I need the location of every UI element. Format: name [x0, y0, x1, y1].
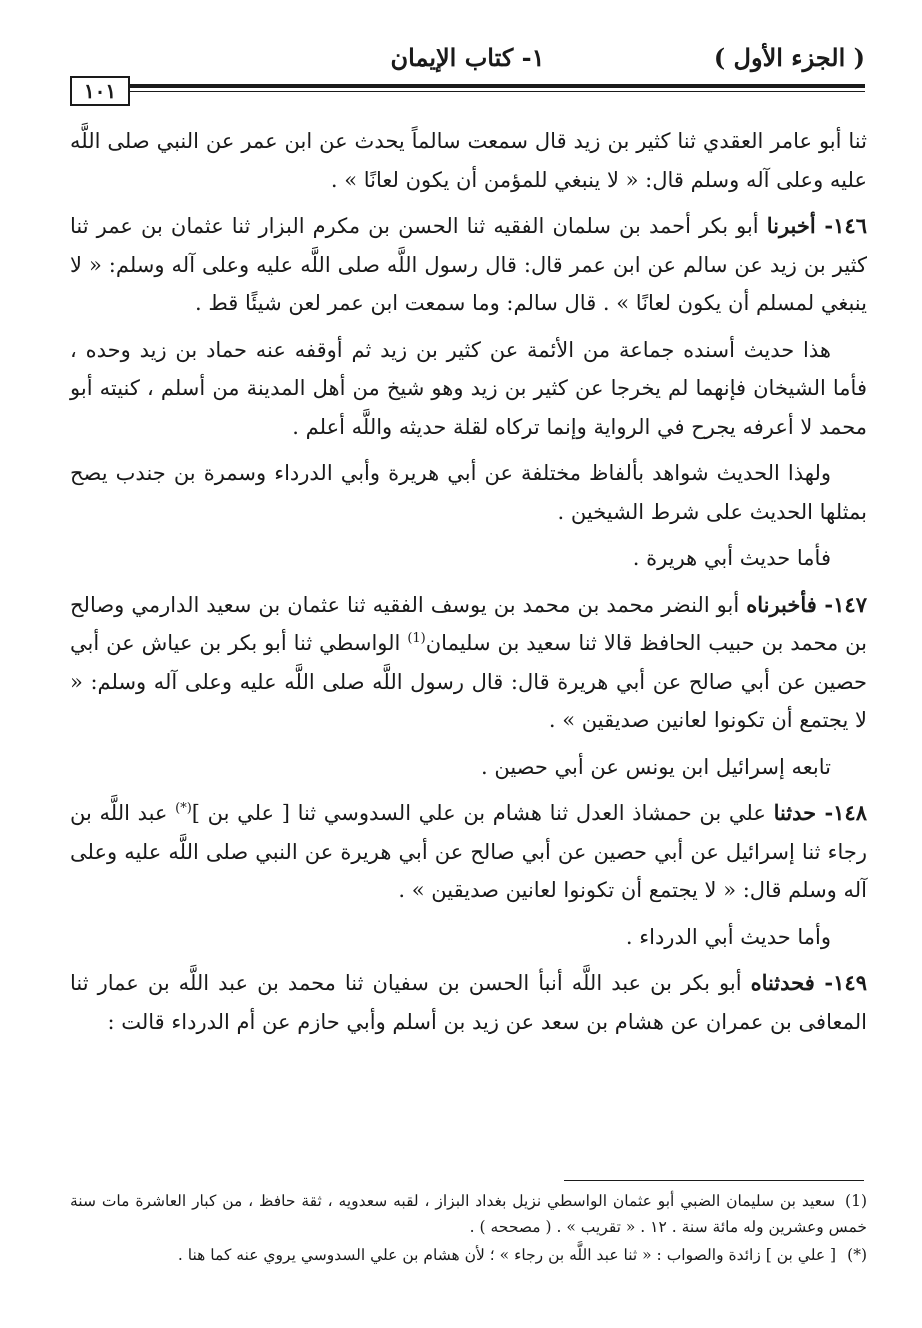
- hadith-text: الواسطي ثنا أبو بكر بن عياش عن أبي حصين عن أبي صالح عن أبي هريرة قال: قال رسول اللَّه صلى اللَّه عليه وعلى آله وسلم: « لا يجتمع أن تكونوا لعانين صديقين » .: [70, 631, 867, 732]
- paragraph-text: وأما حديث أبي الدرداء .: [625, 924, 831, 949]
- hadith-text: أبو النضر محمد بن محمد بن يوسف الفقيه ثنا عثمان بن سعيد الدارمي وصالح بن محمد بن حبيب الحافظ قالا ثنا سعيد بن سليمان: [70, 592, 867, 655]
- hadith-lead: أخبرنا: [766, 213, 816, 238]
- hadith-147: ١٤٧- فأخبرناه أبو النضر محمد بن محمد بن يوسف الفقيه ثنا عثمان بن سعيد الدارمي وصالح بن محمد بن حبيب الحافظ قالا ثنا سعيد بن سليمان$^{(1)}$ الواسطي ثنا أبو بكر بن عياش عن أبي حصين عن أبي صالح عن أبي هريرة قال: قال رسول اللَّه صلى اللَّه عليه وعلى آله وسلم: « لا يجتمع أن تكونوا لعانين صديقين » .: [70, 591, 867, 732]
- hadith-text: أبو بكر أحمد بن سلمان الفقيه ثنا الحسن بن مكرم البزار ثنا عثمان بن عمر ثنا كثير بن زيد عن سالم عن ابن عمر قال: قال رسول اللَّه صلى اللَّه عليه وعلى آله وسلم: « لا ينبغي لمسلم أن يكون لعانًا » . قال سالم: وما سمعت ابن عمر لعن شيئًا قط .: [70, 214, 867, 315]
- hadith-lead: فأخبرناه: [746, 591, 817, 617]
- section-intro: [70, 539, 867, 578]
- hadith-number: ١٤٩: [833, 970, 867, 995]
- hadith-lead: حدثنا: [773, 800, 817, 825]
- footnote-ref[interactable]: (*): [175, 801, 192, 816]
- footnotes: [70, 1188, 867, 1270]
- hadith-text: علي بن حمشاذ العدل ثنا هشام بن علي السدوسي ثنا [ علي بن ]: [191, 801, 766, 825]
- paragraph-text: ولهذا الحديث شواهد بألفاظ مختلفة عن أبي هريرة وأبي الدرداء وسمرة بن جندب يصح بمثلها الحديث على شرط الشيخين .: [70, 461, 867, 524]
- hadith-149: ١٤٩- فحدثناه أبو بكر بن عبد اللَّه أنبأ الحسن بن سفيان ثنا محمد بن عبد اللَّه بن عمار ثنا المعافى بن عمران عن هشام بن سعد عن زيد بن أسلم وأبي حازم عن أم الدرداء قالت :: [70, 970, 867, 1034]
- header-rule: [70, 76, 865, 106]
- hadith-number: ١٤٧: [833, 591, 867, 617]
- commentary-paragraph: [70, 748, 867, 787]
- hadith-148: ١٤٨- حدثنا علي بن حمشاذ العدل ثنا هشام بن علي السدوسي ثنا [ علي بن ](*) عبد اللَّه بن رجاء ثنا إسرائيل عن أبي حصين عن أبي صالح عن أبي هريرة عن النبي صلى اللَّه عليه وعلى آله وسلم قال: « لا يجتمع أن تكونوا لعانين صديقين » .: [70, 800, 867, 902]
- hadith-146: ١٤٦- أخبرنا أبو بكر أحمد بن سلمان الفقيه ثنا الحسن بن مكرم البزار ثنا عثمان بن عمر ثنا كثير بن زيد عن سالم عن ابن عمر قال: قال رسول اللَّه صلى اللَّه عليه وعلى آله وسلم: « لا ينبغي لمسلم أن يكون لعانًا » . قال سالم: وما سمعت ابن عمر لعن شيئًا قط .: [70, 213, 867, 315]
- footnote-mark: (*): [847, 1246, 867, 1264]
- hadith-text: عبد اللَّه بن رجاء ثنا إسرائيل عن أبي حصين عن أبي صالح عن أبي هريرة عن النبي صلى اللَّه عليه وعلى آله وسلم قال: « لا يجتمع أن تكونوا لعانين صديقين » .: [70, 801, 867, 902]
- commentary-paragraph: [70, 454, 867, 531]
- commentary-paragraph: [70, 331, 867, 447]
- footnote-mark: (1): [845, 1192, 868, 1210]
- page-header: [70, 38, 865, 78]
- hadith-number: ١٤٦: [833, 213, 867, 238]
- paragraph-text: ثنا أبو عامر العقدي ثنا كثير بن زيد قال سمعت سالماً يحدث عن ابن عمر عن النبي صلى اللَّه عليه وعلى آله وسلم قال: « لا ينبغي للمؤمن أن يكون لعانًا » .: [70, 129, 867, 192]
- hadith-number: ١٤٨: [833, 800, 867, 825]
- paragraph: [70, 122, 867, 199]
- hadith-lead: فحدثناه: [750, 970, 815, 995]
- paragraph-text: فأما حديث أبي هريرة .: [632, 546, 831, 570]
- chapter-title: ١- كتاب الإيمان: [390, 43, 545, 72]
- footnote-separator: [564, 1180, 864, 1181]
- footnote-text: سعيد بن سليمان الضبي أبو عثمان الواسطي نزيل بغداد البزاز ، لقبه سعدويه ، ثقة حافظ ، من كبار العاشرة مات سنة خمس وعشرين وله مائة سنة . ١٢ . « تقريب » . ( مصححه ) .: [70, 1192, 867, 1236]
- main-text: [70, 122, 867, 1049]
- page-number: ١٠١: [70, 76, 130, 106]
- paragraph-text: تابعه إسرائيل ابن يونس عن أبي حصين .: [480, 754, 831, 779]
- paragraph-text: هذا حديث أسنده جماعة من الأئمة عن كثير بن زيد ثم أوقفه عنه حماد بن زيد وحده ، فأما الشيخان فإنهما لم يخرجا عن كثير بن زيد وهو شيخ من أهل المدينة من أسلم ، كنيته أبو محمد لا أعرفه يجرح في الرواية وإنما تركاه لقلة حديثه واللَّه أعلم .: [70, 337, 867, 439]
- footnote-1: [70, 1188, 867, 1240]
- footnote-text: [ علي بن ] زائدة والصواب : « ثنا عبد اللَّه بن رجاء » ؛ لأن هشام بن علي السدوسي يروي عنه كما هنا .: [177, 1246, 837, 1264]
- rule-thin: [130, 91, 865, 92]
- volume-title: ( الجزء الأول ): [713, 43, 865, 72]
- footnote-star: [70, 1242, 867, 1268]
- section-intro: [70, 918, 867, 957]
- footnote-ref[interactable]: (1): [407, 631, 426, 646]
- rule-thick: [130, 84, 865, 88]
- hadith-text: أبو بكر بن عبد اللَّه أنبأ الحسن بن سفيان ثنا محمد بن عبد اللَّه بن عمار ثنا المعافى بن عمران عن هشام بن سعد عن زيد بن أسلم وأبي حازم عن أم الدرداء قالت :: [70, 971, 867, 1034]
